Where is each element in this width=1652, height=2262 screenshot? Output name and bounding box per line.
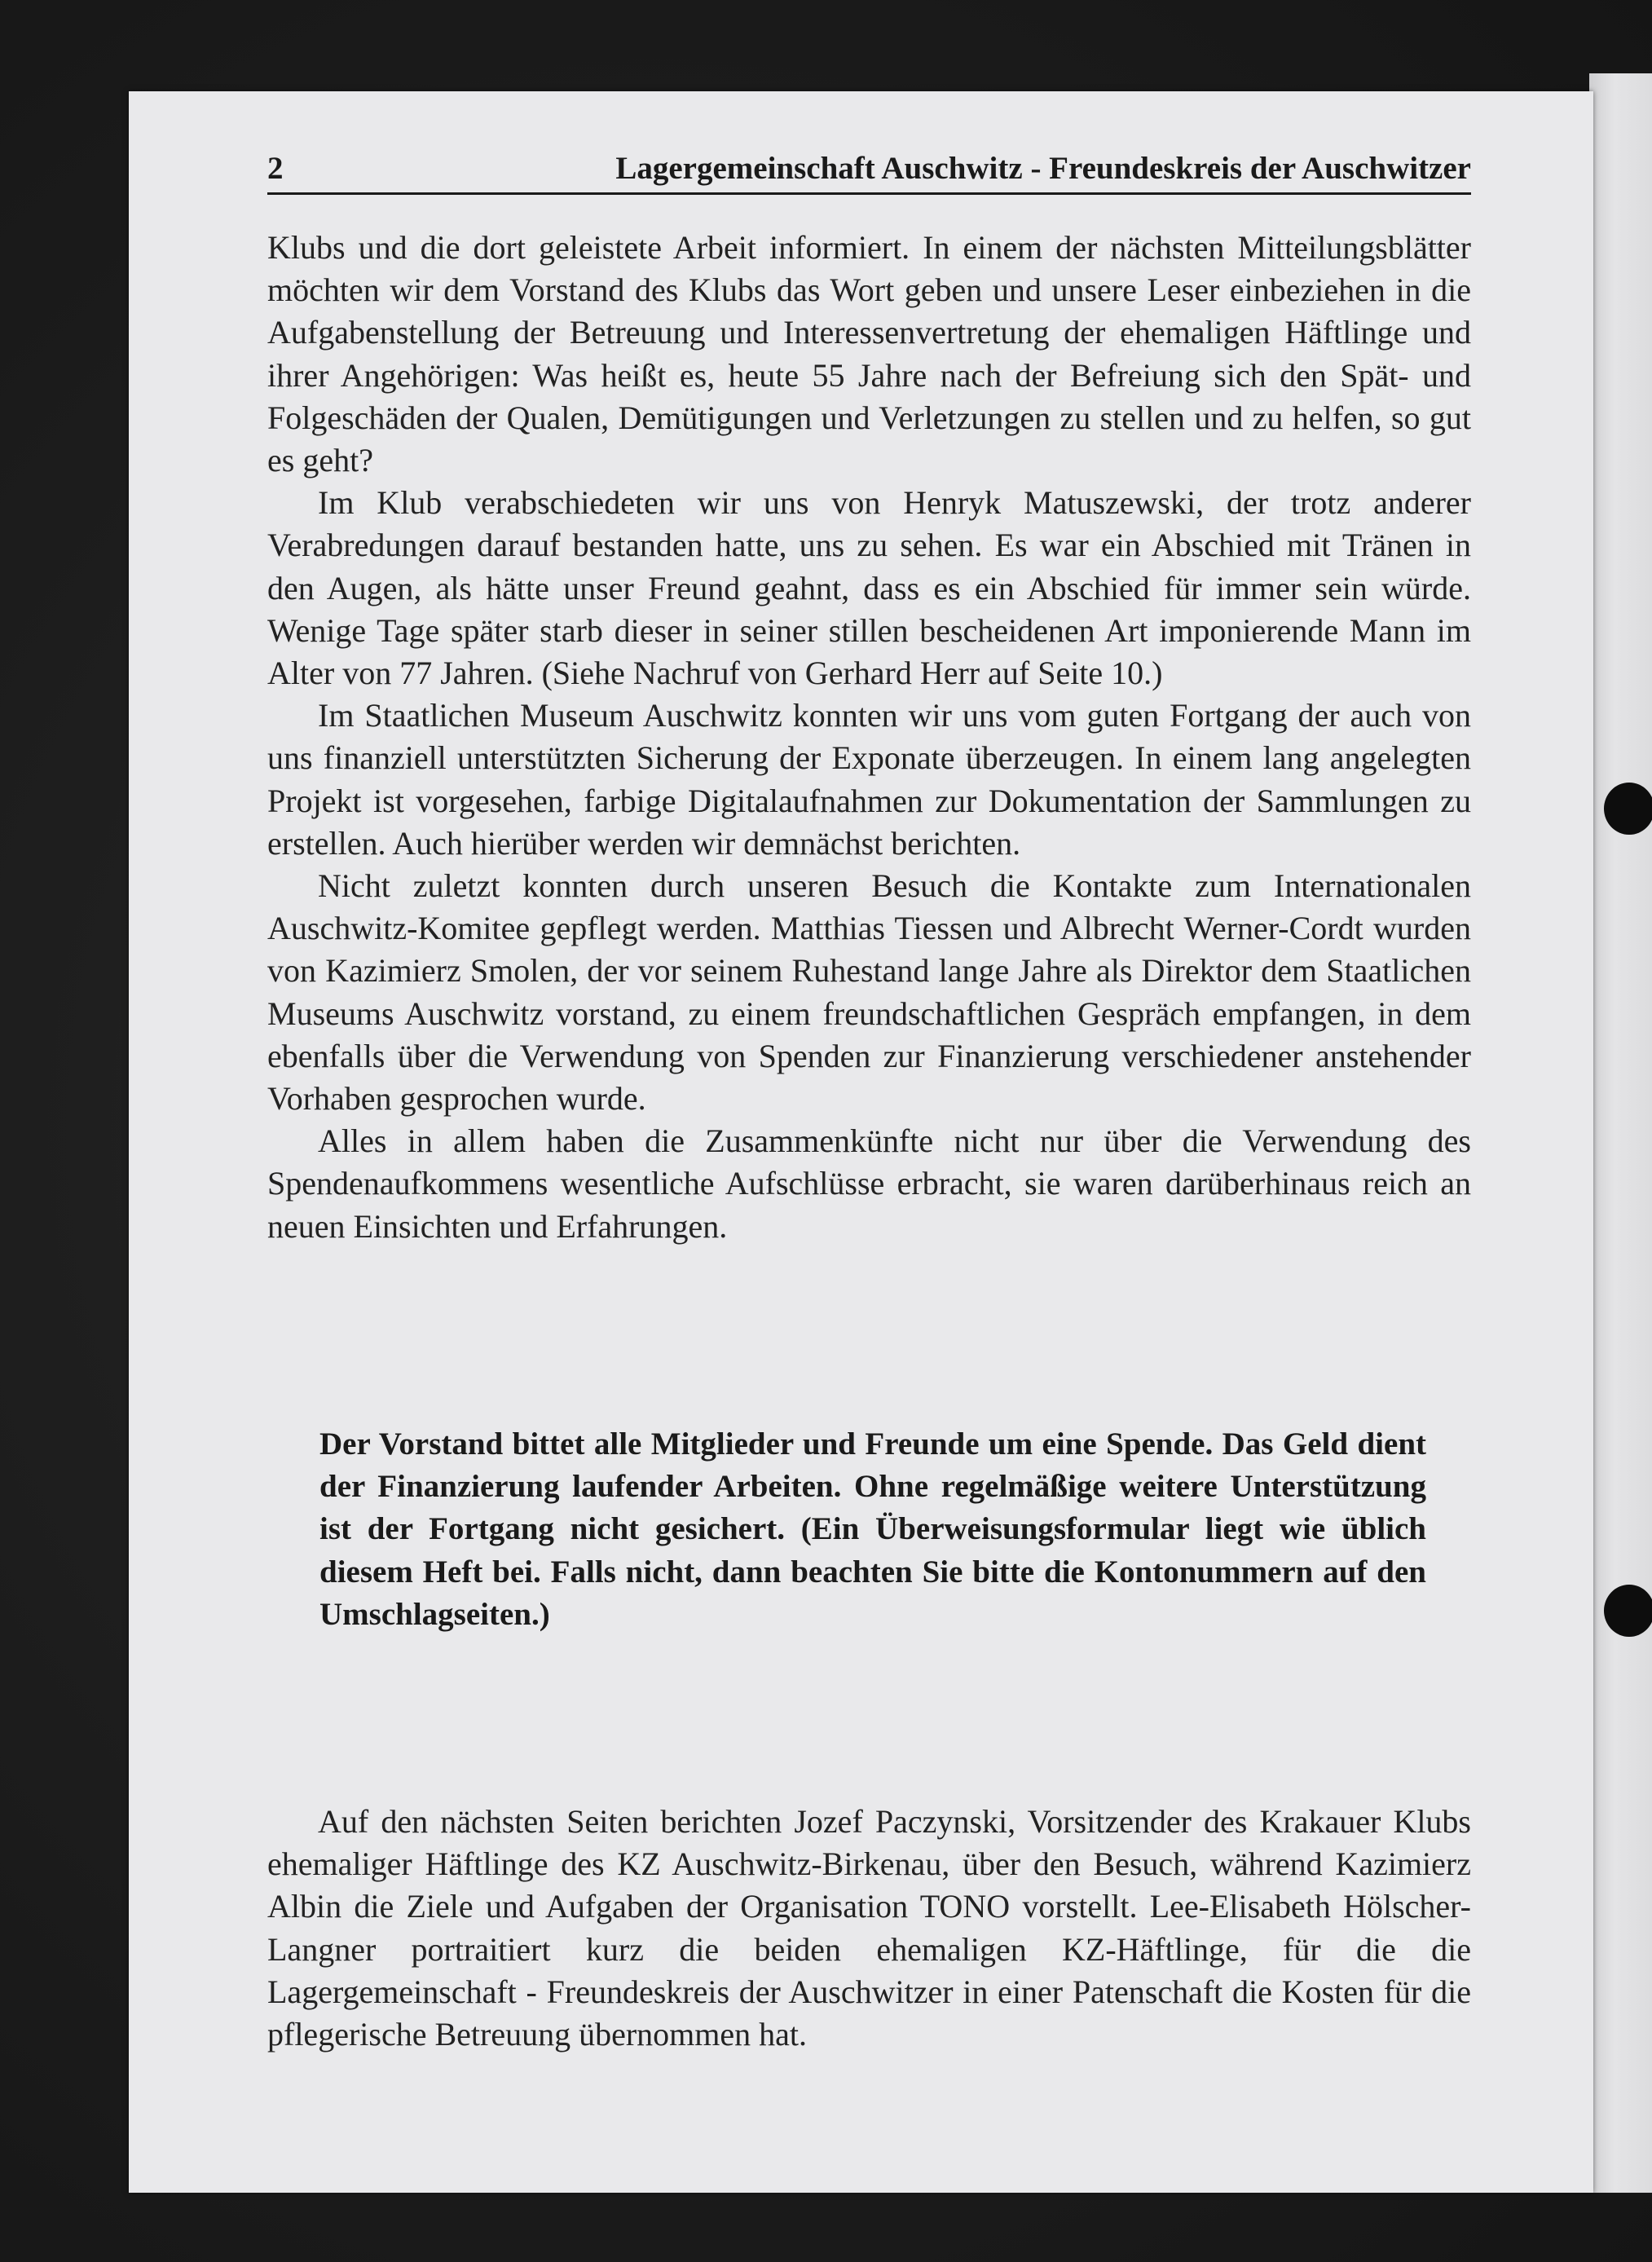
adjacent-page-edge	[1589, 73, 1652, 2193]
punch-hole	[1604, 783, 1652, 835]
paragraph: Nicht zuletzt konnten durch unseren Besuch die Kontakte zum Internationalen Auschwitz-Komitee gepflegt werden. Matthias Tiessen und Albrecht Werner-Cordt wurden von Kazimierz Smolen, der vor seinem Ruhestand lange Jahre als Direktor dem Staatlichen Museums Auschwitz vorstand, zu einem freundschaftlichen Gespräch empfangen, in dem ebenfalls über die Verwendung von Spenden zur Finanzierung verschiedener anstehender Vorhaben gesprochen wurde.	[267, 867, 1471, 1118]
appeal-text: Der Vorstand bittet alle Mitglieder und Freunde um eine Spende. Das Geld dient der Finanzierung laufender Arbeiten. Ohne regelmäßige weitere Unterstützung ist der Fortgang nicht gesichert. (Ein Überweisungsformular liegt wie üblich diesem Heft bei. Falls nicht, dann beachten Sie bitte die Kontonummern auf den Umschlagseiten.)	[319, 1426, 1426, 1632]
paragraph: Alles in allem haben die Zusammenkünfte nicht nur über die Verwendung des Spendenaufkommens wesentliche Aufschlüsse erbracht, sie waren darüberhinaus reich an neuen Einsichten und Erfahrungen.	[267, 1122, 1471, 1245]
paragraph: Auf den nächsten Seiten berichten Jozef Paczynski, Vorsitzender des Krakauer Klubs ehemaliger Häftlinge des KZ Auschwitz-Birkenau, über den Besuch, während Kazimierz Albin die Ziele und Aufgaben der Organisation TONO vorstellt. Lee-Elisabeth Hölscher-Langner portraitiert kurz die beiden ehemaligen KZ-Häftlinge, für die die Lagergemeinschaft - Freundeskreis der Auschwitzer in einer Patenschaft die Kosten für die pflegerische Betreuung übernommen hat.	[267, 1803, 1471, 2053]
running-header	[267, 145, 1471, 195]
donation-appeal	[319, 1423, 1426, 1636]
paragraph: Im Staatlichen Museum Auschwitz konnten wir uns vom guten Fortgang der auch von uns finanziell unterstützten Sicherung der Exponate überzeugen. In einem lang angelegten Projekt ist vorgesehen, farbige Digitalaufnahmen zur Dokumentation der Sammlungen zu erstellen. Auch hierüber werden wir demnächst berichten.	[267, 697, 1471, 862]
body-text	[267, 227, 1471, 1248]
paragraph: Im Klub verabschiedeten wir uns von Henryk Matuszewski, der trotz anderer Verabredungen darauf bestanden hatte, uns zu sehen. Es war ein Abschied mit Tränen in den Augen, als hätte unser Freund geahnt, dass es ein Abschied für immer sein würde. Wenige Tage später starb dieser in seiner stillen bescheidenen Art imponierende Mann im Alter von 77 Jahren. (Siehe Nachruf von Gerhard Herr auf Seite 10.)	[267, 484, 1471, 692]
paragraph: Klubs und die dort geleistete Arbeit informiert. In einem der nächsten Mitteilungsblätter möchten wir dem Vorstand des Klubs das Wort geben und unsere Leser einbeziehen in die Aufgabenstellung der Betreuung und Interessenvertretung der ehemaligen Häftlinge und ihrer Angehörigen: Was heißt es, heute 55 Jahre nach der Befreiung sich den Spät- und Folgeschäden der Qualen, Demütigungen und Verletzungen zu stellen und zu helfen, so gut es geht?	[267, 229, 1471, 479]
punch-hole	[1604, 1585, 1652, 1637]
running-title: Lagergemeinschaft Auschwitz - Freundeskreis der Auschwitzer	[615, 151, 1471, 186]
closing-text	[267, 1801, 1471, 2056]
document-page	[129, 91, 1593, 2193]
page-number: 2	[267, 151, 284, 186]
